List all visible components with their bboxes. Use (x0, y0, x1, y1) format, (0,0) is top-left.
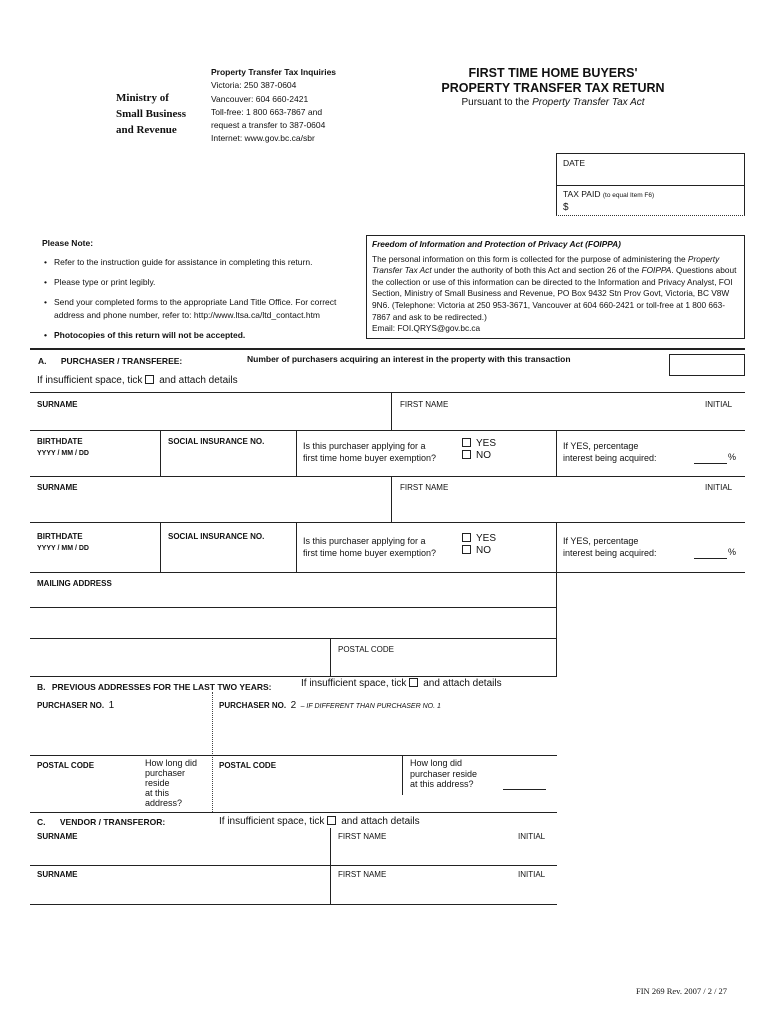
note-item: • Send your completed forms to the appropriate Land Title Office. For correct address and phone number, refer to: http://www.ltsa.ca/ltd_contact.htm (42, 296, 357, 322)
section-a-letter: A. (38, 356, 47, 366)
please-note-heading: Please Note: (42, 238, 94, 248)
ministry-line-1: Ministry of (116, 92, 169, 104)
inquiries-line: Vancouver: 604 660-2421 (211, 93, 309, 104)
birthdate-label: BIRTHDATE (37, 437, 83, 446)
purchaser-2-surname[interactable] (36, 495, 386, 519)
section-b-title: PREVIOUS ADDRESSES FOR THE LAST TWO YEARS: (51, 682, 272, 692)
pursuant-prefix: Pursuant to the (461, 97, 533, 108)
tax-paid-text: TAX PAID (563, 189, 601, 199)
surname-label: SURNAME (37, 483, 78, 492)
purchaser-2-birthdate[interactable] (36, 555, 156, 569)
purchaser-2-reside-question: How long did purchaser reside at this address? (410, 758, 478, 789)
note-item: • Please type or print legibly. (42, 276, 357, 289)
inquiries-line: Toll-free: 1 800 663-7867 and (211, 106, 323, 117)
surname-label: SURNAME (37, 870, 78, 879)
exemption-question: Is this purchaser applying for a first time home buyer exemption? (303, 441, 437, 463)
inquiries-line: request a transfer to 387-0604 (211, 120, 326, 131)
yes-option[interactable]: YES (462, 533, 496, 545)
attach-details-checkbox[interactable] (145, 375, 154, 384)
tax-paid-note: (to equal Item F6) (602, 192, 655, 199)
date-label: DATE (563, 158, 586, 168)
first-name-label: FIRST NAME (400, 483, 449, 492)
purchaser-1-prev-label: PURCHASER NO. 1 (37, 700, 115, 711)
section-c-letter: C. (37, 817, 46, 827)
vendor-1-surname[interactable] (36, 843, 326, 863)
percentage-question: If YES, percentage interest being acquired: (563, 536, 657, 558)
section-a-heading (38, 356, 182, 366)
ministry-line-3: and Revenue (116, 124, 177, 136)
pursuant-act: Property Transfer Tax Act (532, 97, 645, 108)
purchaser-1-birthdate[interactable] (36, 460, 156, 474)
note-item: • Photocopies of this return will not be accepted. (42, 329, 357, 342)
first-name-label: FIRST NAME (338, 832, 387, 841)
section-a-title: PURCHASER / TRANSFEREE: (60, 356, 183, 366)
postal-code-label: POSTAL CODE (338, 645, 395, 654)
currency-sign: $ (563, 202, 569, 213)
ministry-line-2: Small Business (116, 108, 186, 120)
sin-label: SOCIAL INSURANCE NO. (168, 532, 265, 541)
purchaser-2-prev-label: PURCHASER NO. 2 – IF DIFFERENT THAN PURCHASER NO. 1 (219, 700, 441, 711)
postal-code-field[interactable] (336, 656, 552, 674)
vendor-2-surname[interactable] (36, 881, 326, 901)
initial-label: INITIAL (518, 832, 546, 841)
vendor-1-first-name[interactable] (336, 843, 506, 863)
purchaser-1-percentage[interactable] (694, 452, 727, 464)
purchaser-1-sin[interactable] (166, 450, 292, 472)
purchaser-1-first-name[interactable] (398, 410, 698, 428)
birthdate-format: YYYY / MM / DD (37, 545, 89, 552)
vendor-1-initial[interactable] (518, 843, 552, 863)
form-title (440, 66, 666, 110)
purchaser-2-reside-field[interactable] (503, 778, 546, 790)
yes-checkbox[interactable] (462, 438, 471, 447)
purchaser-1-surname[interactable] (36, 410, 386, 428)
purchaser-1-prev-address[interactable] (36, 708, 206, 752)
exemption-question: Is this purchaser applying for a first time home buyer exemption? (303, 536, 437, 558)
purchaser-2-first-name[interactable] (398, 495, 698, 519)
tax-paid-field[interactable] (574, 200, 740, 214)
purchaser-2-prev-address[interactable] (218, 708, 552, 752)
tax-paid-label (563, 189, 654, 199)
inquiries-block (211, 66, 336, 146)
section-b-heading (37, 682, 271, 692)
surname-label: SURNAME (37, 832, 78, 841)
section-b-letter: B. (37, 682, 46, 692)
initial-label: INITIAL (705, 483, 733, 492)
first-name-label: FIRST NAME (338, 870, 387, 879)
please-note (42, 237, 357, 349)
form-number: FIN 269 Rev. 2007 / 2 / 27 (636, 986, 728, 996)
birthdate-format: YYYY / MM / DD (37, 450, 89, 457)
purchaser-1-reside-question: How long did purchaser reside at this address? (145, 758, 198, 808)
foippa-paragraph: The personal information on this form is collected for the purpose of administering the Property Transfer Tax Act under the authority of both this Act and section 26 of the FOIPPA. Questions about the collection or use of this information can be directed to the Information and Privacy Analyst, FOI Section, Ministry of Small Business and Revenue, PO Box 9432 Stn Prov Govt, Victoria, BC V8W 9N6. (Telephone: Victoria at 250 953-3671, Vancouver at 604 660-2421 or toll-free at 1 800 663-7867 and ask to be redirected.) (372, 253, 737, 322)
inquiries-line: Internet: www.gov.bc.ca/sbr (211, 133, 315, 144)
exemption-options (462, 533, 496, 557)
number-of-purchasers-question: Number of purchasers acquiring an interest in the property with this transaction (247, 354, 571, 364)
section-c-title: VENDOR / TRANSFEROR: (59, 817, 166, 827)
sin-label: SOCIAL INSURANCE NO. (168, 437, 265, 446)
yes-checkbox[interactable] (462, 533, 471, 542)
exemption-options (462, 438, 496, 462)
title-line-2: PROPERTY TRANSFER TAX RETURN (441, 81, 665, 95)
vendor-2-initial[interactable] (518, 881, 552, 901)
initial-label: INITIAL (518, 870, 546, 879)
no-checkbox[interactable] (462, 450, 471, 459)
note-item: • Refer to the instruction guide for assistance in completing this return. (42, 256, 357, 269)
purchaser-2-percentage[interactable] (694, 547, 727, 559)
foippa-text (372, 239, 740, 335)
inquiries-line: Victoria: 250 387-0604 (211, 80, 297, 91)
ministry-name (116, 90, 186, 138)
purchaser-2-initial[interactable] (705, 495, 741, 519)
percentage-question: If YES, percentage interest being acquired: (563, 441, 657, 463)
percent-sign: % (728, 452, 737, 462)
no-option[interactable]: NO (462, 545, 496, 557)
purchaser-2-sin[interactable] (166, 545, 292, 569)
initial-label: INITIAL (705, 400, 733, 409)
postal-code-label: POSTAL CODE (219, 761, 277, 770)
section-a-insufficient: If insufficient space, tick and attach details (37, 375, 238, 386)
attach-details-checkbox[interactable] (409, 678, 418, 687)
attach-details-checkbox[interactable] (327, 816, 336, 825)
yes-option[interactable]: YES (462, 438, 496, 450)
first-name-label: FIRST NAME (400, 400, 449, 409)
no-option[interactable]: NO (462, 450, 496, 462)
purchaser-1-initial[interactable] (705, 410, 741, 428)
number-of-purchasers-field[interactable] (669, 354, 745, 376)
no-checkbox[interactable] (462, 545, 471, 554)
vendor-2-first-name[interactable] (336, 881, 506, 901)
foippa-heading: Freedom of Information and Protection of Privacy Act (FOIPPA) (372, 239, 621, 249)
title-line-1: FIRST TIME HOME BUYERS' (468, 66, 638, 80)
postal-code-label: POSTAL CODE (37, 761, 95, 770)
section-c-insufficient: If insufficient space, tick and attach details (219, 816, 420, 827)
date-field[interactable] (600, 158, 740, 182)
percent-sign: % (728, 547, 737, 557)
mailing-address-label: MAILING ADDRESS (37, 579, 112, 588)
inquiries-heading: Property Transfer Tax Inquiries (211, 67, 337, 77)
section-b-insufficient: If insufficient space, tick and attach details (301, 678, 502, 689)
surname-label: SURNAME (37, 400, 78, 409)
birthdate-label: BIRTHDATE (37, 532, 83, 541)
section-c-heading (37, 817, 165, 827)
pursuant-line (440, 96, 666, 110)
foippa-email: Email: FOI.QRYS@gov.bc.ca (372, 323, 481, 334)
